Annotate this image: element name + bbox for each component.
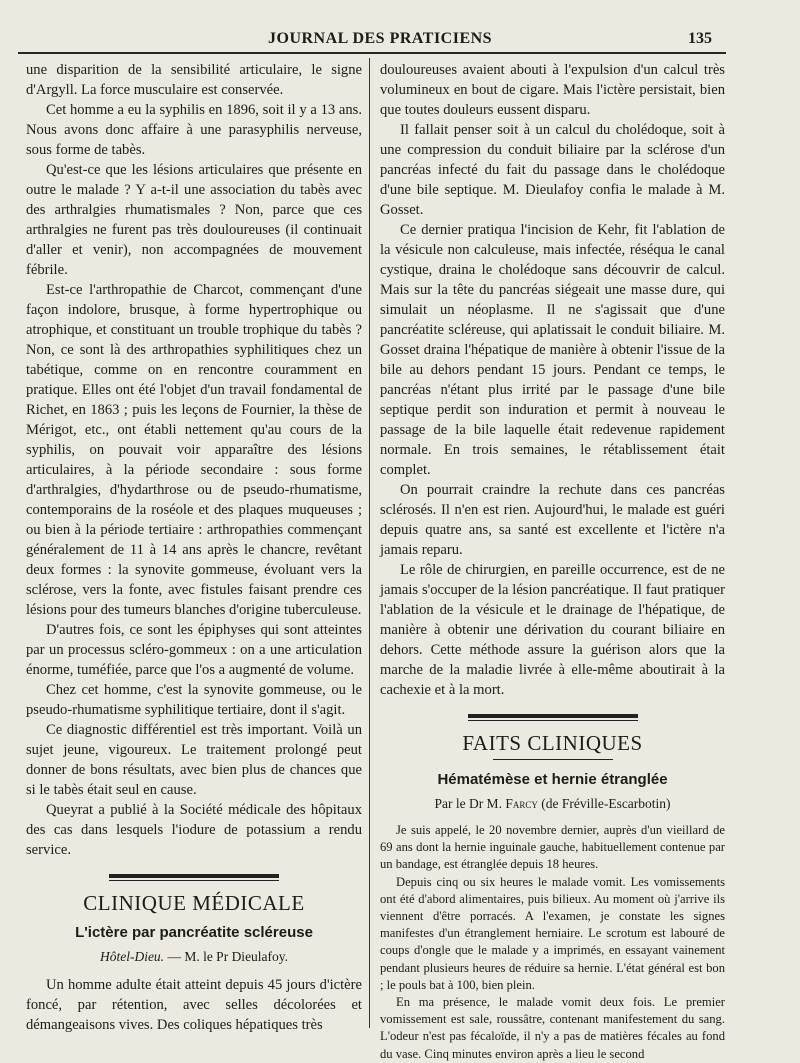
header-rule [18, 52, 726, 54]
paragraph: Ce dernier pratiqua l'incision de Kehr, fit l'ablation de la vésicule non calculeuse, mais infectée, réséqua le canal cystique, draina le cholédoque sans découvrir de calcul. Mais sur la tête du pancréas siégeait une masse dure, qui simulait un néoplasme. Il ne s'agissait que d'une pancréatite scléreuse, qui aplatissait le conduit biliaire. M. Gosset draina l'hépatique de manière à obtenir l'issue de la bile au dehors pendant 15 jours. Pendant ce temps, le pancréas n'étant plus irrité par le passage d'une bile septique perdit son induration et permit à nouveau le passage de la bile laquelle était redevenue rapidement normale. En trois semaines, le rétablissement était complet. [380, 222, 725, 478]
paragraph: Queyrat a publié à la Société médicale des hôpitaux des cas dans lesquels l'iodure de potassium a rendu service. [26, 802, 362, 858]
paragraph: Ce diagnostic différentiel est très important. Voilà un sujet jeune, vigoureux. Le traitement prolongé peut donner de bons résultats, avec bien plus de chances que si le tabès était seul en cause. [26, 722, 362, 798]
paragraph: Je suis appelé, le 20 novembre dernier, auprès d'un vieillard de 69 ans dont la hernie inguinale gauche, habituellement contenue par un bandage, est étranglée depuis 18 heures. [380, 823, 725, 872]
paragraph: Le rôle de chirurgien, en pareille occurrence, est de ne jamais s'occuper de la lésion pancréatique. Il faut pratiquer l'ablation de la vésicule et le drainage de l'hépatique, de manière à obtenir une dérivation du courant biliaire en dehors. Cette méthode assure la guérison alors que la marche de la maladie livrée à elle-même aboutirait à la cachexie et à la mort. [380, 562, 725, 698]
right-column [380, 60, 725, 1063]
byline-author: — M. le Pr Dieulafoy. [167, 949, 289, 964]
running-title: JOURNAL DES PRATICIENS [268, 30, 493, 47]
section-rule [468, 714, 638, 721]
paragraph: Un homme adulte était atteint depuis 45 jours d'ictère foncé, par rétention, avec selles décolorées et démangeaisons vives. Des coliques hépatiques très [26, 977, 362, 1033]
paragraph: Il fallait penser soit à un calcul du cholédoque, soit à une compression du conduit biliaire par la sclérose d'un pancréas infecté du fait du passage dans le cholédoque d'une bile septique. M. Dieulafoy confia le malade à M. Gosset. [380, 122, 725, 218]
paragraph: douloureuses avaient abouti à l'expulsion d'un calcul très volumineux en bout de cigare. Mais l'ictère persistait, bien que toutes douleurs eussent disparu. [380, 62, 725, 118]
paragraph: D'autres fois, ce sont les épiphyses qui sont atteintes par un processus scléro-gommeux : on a une articulation énorme, tuméfiée, parce que l'os a augmenté de volume. [26, 622, 362, 678]
byline-place: Hôtel-Dieu. [99, 949, 165, 964]
column-divider [369, 58, 370, 1028]
section-rule [109, 874, 279, 881]
article-title: L'ictère par pancréatite scléreuse [75, 924, 313, 941]
byline-author: Farcy [505, 796, 538, 811]
paragraph: Est-ce l'arthropathie de Charcot, commençant d'une façon indolore, brusque, à forme hypertrophique ou atrophique, et constituant un trouble trophique du tabès ? Non, ce sont là des arthropathies syphilitiques chez un tabétique, comme on en rencontre couramment en pratique. Elles ont été l'objet d'un travail fondamental de Richet, en 1863 ; puis les leçons de Fournier, la thèse de Mérigot, etc., ont établi nettement qu'au cours de la syphilis, on pouvait voir apparaître des lésions articulaires, à la période secondaire : sous forme d'arthralgies, d'hydarthrose ou de pseudo-rhumatisme, contemporains de la roséole et des plaques muqueuses ; ou bien à la période tertiaire : arthropathies commençant généralement de 11 à 14 ans après le chancre, revêtant deux formes : la synovite gommeuse, évoluant vers la sclérose, vers la fonte, avec fistules faisant prendre ces lésions pour des tumeurs blanches d'origine tuberculeuse. [26, 282, 362, 618]
page-number: 135 [688, 30, 712, 47]
byline-suffix: (de Fréville-Escarbotin) [541, 796, 671, 811]
article-byline [26, 947, 362, 967]
section-heading-faits-cliniques: FAITS CLINIQUES [462, 731, 643, 755]
paragraph: On pourrait craindre la rechute dans ces pancréas sclérosés. Il n'en est rien. Aujourd'hui, le malade est guéri depuis quatre ans, sa santé est excellente et l'ictère n'a jamais reparu. [380, 482, 725, 558]
paragraph: Cet homme a eu la syphilis en 1896, soit il y a 13 ans. Nous avons donc affaire à une parasyphilis nerveuse, sous forme de tabès. [26, 102, 362, 158]
paragraph: Qu'est-ce que les lésions articulaires que présente en outre le malade ? Y a-t-il une association du tabès avec des arthralgies rhumatismales ? Non, parce que ces arthralgies ne furent pas très douloureuses (il continuait d'aller et venir), non accompagnées de mouvement fébrile. [26, 162, 362, 278]
article-byline [380, 794, 725, 814]
paragraph: une disparition de la sensibilité articulaire, le signe d'Argyll. La force musculaire est conservée. [26, 62, 362, 98]
byline-prefix: Par le Dr M. [434, 796, 502, 811]
paragraph: Depuis cinq ou six heures le malade vomit. Les vomissements ont été d'abord alimentaires, puis bilieux. Au moment où j'arrive ils viennent d'être porracés. A l'examen, je constate les signes manifestes d'un étranglement herniaire. Le scrotum est labouré de coups d'ongle que le malade y a imprimés, en essayant vainement pendant plusieurs heures de réduire sa hernie. L'état général est bon ; le pouls bat à 100, bien plein. [380, 874, 725, 992]
short-rule [493, 759, 613, 760]
section-heading-clinique-medicale: CLINIQUE MÉDICALE [83, 891, 305, 915]
paragraph: En ma présence, le malade vomit deux fois. Le premier vomissement est sale, roussâtre, contenant manifestement du sang. L'odeur n'est pas fécaloïde, il n'y a pas de matières fécales au fond du vase. Cinq minutes environ après a lieu le second [380, 995, 725, 1061]
page-header [0, 22, 800, 52]
left-column [26, 60, 362, 1035]
case-report-text [380, 822, 725, 1063]
article-title: Hématémèse et hernie étranglée [437, 771, 668, 788]
paragraph: Chez cet homme, c'est la synovite gommeuse, ou le pseudo-rhumatisme syphilitique tertiaire, dont il s'agit. [26, 682, 362, 718]
